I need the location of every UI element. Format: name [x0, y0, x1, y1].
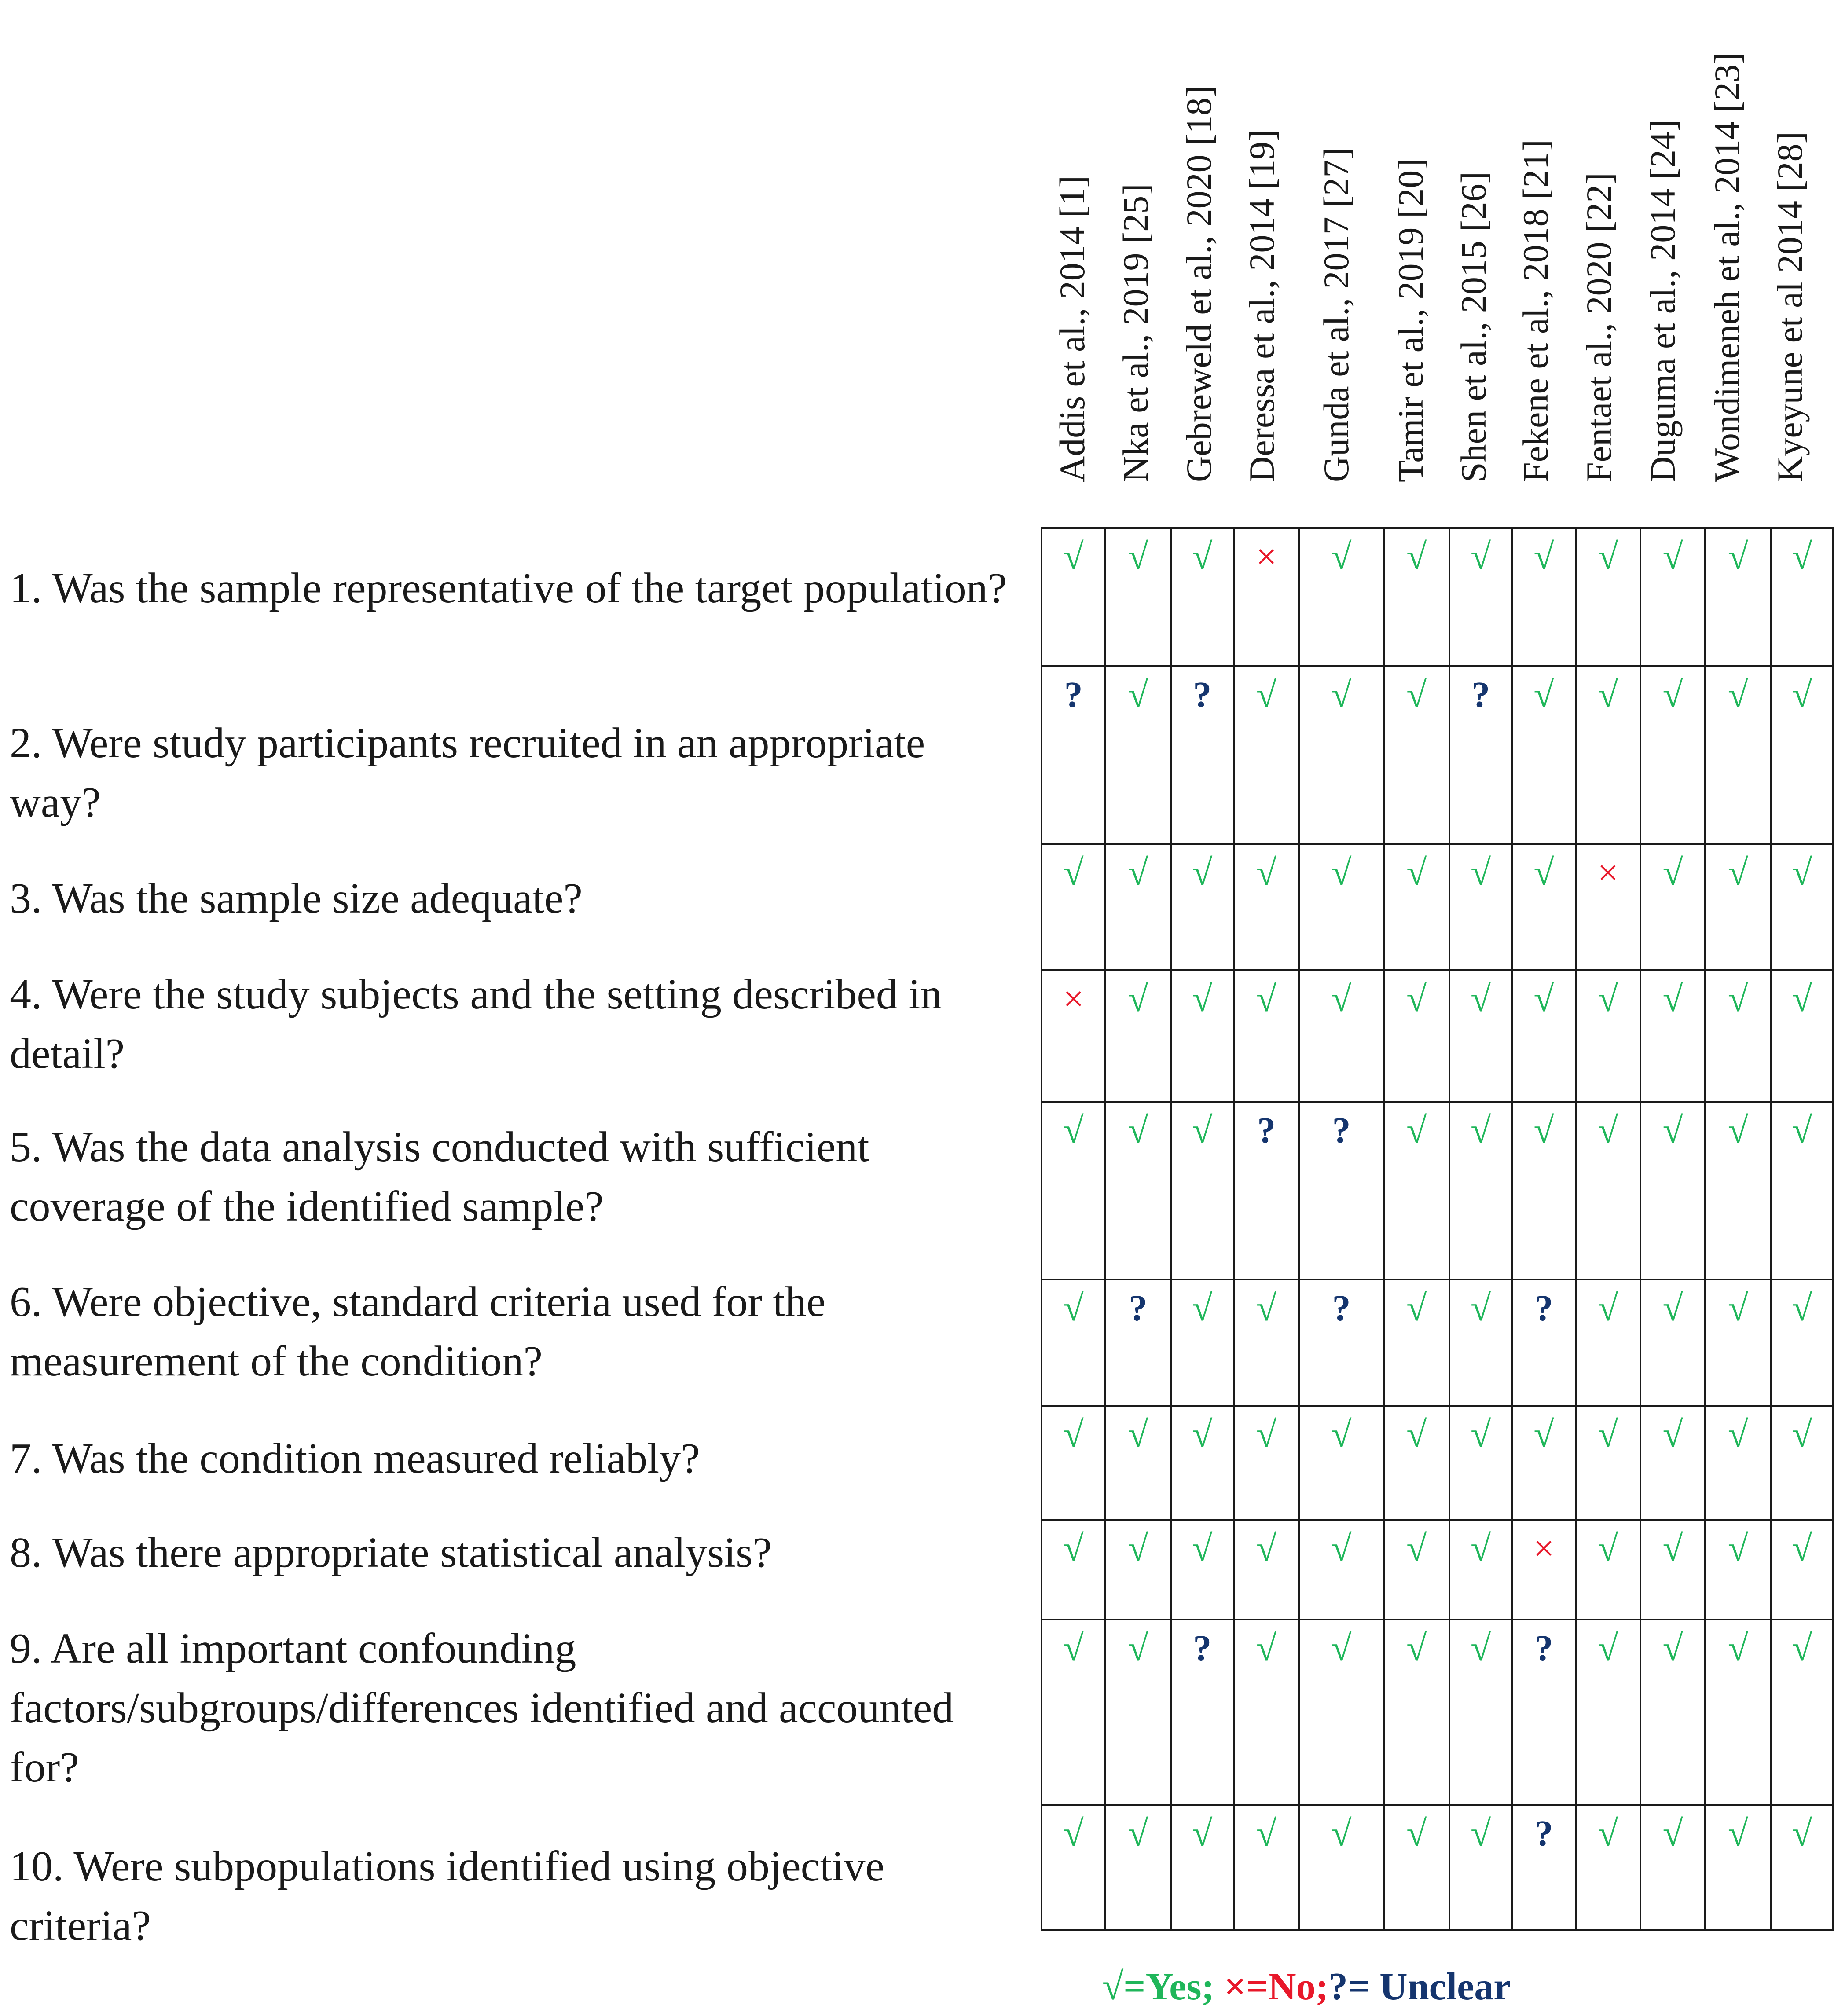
yes-mark: √	[1471, 979, 1491, 1019]
yes-mark: √	[1728, 1110, 1748, 1151]
yes-mark: √	[1728, 1288, 1748, 1329]
rating-cell	[1449, 1520, 1512, 1620]
rating-cell	[1042, 1620, 1105, 1805]
rating-cell	[1449, 528, 1512, 666]
rating-row	[1042, 528, 1833, 666]
yes-mark: √	[1256, 1414, 1277, 1455]
yes-mark: √	[1471, 536, 1491, 577]
rating-cell	[1576, 844, 1640, 970]
rating-cell	[1171, 1406, 1234, 1520]
rating-cell	[1234, 666, 1299, 844]
yes-mark: √	[1792, 1110, 1812, 1151]
unclear-mark: ?	[1534, 1288, 1553, 1329]
rating-grid	[1041, 527, 1834, 1931]
yes-mark: √	[1598, 1288, 1618, 1329]
yes-mark: √	[1662, 1414, 1683, 1455]
rating-cell	[1234, 1102, 1299, 1279]
unclear-mark: ?	[1534, 1628, 1553, 1669]
rating-cell	[1299, 1620, 1383, 1805]
rating-row	[1042, 1279, 1833, 1406]
rating-cell	[1042, 1406, 1105, 1520]
yes-mark: √	[1256, 674, 1277, 715]
rating-cell	[1512, 528, 1575, 666]
yes-mark: √	[1471, 1528, 1491, 1569]
yes-mark: √	[1256, 979, 1277, 1019]
yes-mark: √	[1331, 1414, 1352, 1455]
rating-cell	[1105, 1406, 1170, 1520]
rating-cell	[1234, 1620, 1299, 1805]
rating-cell	[1384, 1102, 1449, 1279]
rating-cell	[1042, 1279, 1105, 1406]
rating-cell	[1705, 1620, 1771, 1805]
rating-cell	[1771, 1102, 1833, 1279]
rating-cell	[1771, 1406, 1833, 1520]
rating-cell	[1771, 970, 1833, 1102]
yes-mark: √	[1192, 536, 1213, 577]
yes-mark: √	[1728, 536, 1748, 577]
yes-mark: √	[1728, 1813, 1748, 1854]
rating-cell	[1171, 528, 1234, 666]
rating-cell	[1105, 1279, 1170, 1406]
yes-mark: √	[1406, 852, 1427, 893]
study-header	[1695, 0, 1759, 523]
study-label: Addis et al., 2014 [1]	[1052, 176, 1092, 482]
yes-mark: √	[1128, 1414, 1148, 1455]
rating-cell	[1299, 666, 1383, 844]
rating-cell	[1171, 844, 1234, 970]
rating-cell	[1171, 666, 1234, 844]
yes-mark: √	[1662, 1813, 1683, 1854]
rating-cell	[1042, 1520, 1105, 1620]
yes-mark: √	[1256, 1628, 1277, 1669]
rating-cell	[1771, 1520, 1833, 1620]
rating-cell	[1705, 1520, 1771, 1620]
rating-cell	[1042, 1805, 1105, 1930]
rating-cell	[1576, 528, 1640, 666]
rating-row	[1042, 1520, 1833, 1620]
rating-cell	[1299, 1805, 1383, 1930]
unclear-mark: ?	[1064, 674, 1083, 715]
rating-cell	[1771, 666, 1833, 844]
yes-mark: √	[1471, 852, 1491, 893]
question-text: 7. Was the condition measured reliably?	[10, 1435, 700, 1482]
study-label: Duguma et al., 2014 [24]	[1642, 119, 1683, 482]
yes-mark: √	[1331, 979, 1352, 1019]
yes-mark: √	[1256, 852, 1277, 893]
rating-cell	[1576, 1805, 1640, 1930]
rating-cell	[1449, 970, 1512, 1102]
legend	[1102, 1965, 1511, 2009]
rating-cell	[1384, 1279, 1449, 1406]
rating-cell	[1105, 1520, 1170, 1620]
rating-cell	[1105, 1805, 1170, 1930]
rating-cell	[1299, 1279, 1383, 1406]
yes-mark: √	[1662, 852, 1683, 893]
rating-cell	[1576, 1279, 1640, 1406]
study-header	[1443, 0, 1504, 523]
rating-cell	[1512, 1279, 1575, 1406]
yes-mark: √	[1063, 1528, 1084, 1569]
rating-cell	[1234, 1279, 1299, 1406]
study-label: Kyeyune et al 2014 [28]	[1769, 132, 1810, 482]
yes-mark: √	[1331, 1813, 1352, 1854]
unclear-mark: ?	[1257, 1110, 1276, 1151]
unclear-mark: ?	[1332, 1288, 1351, 1329]
rating-cell	[1576, 1520, 1640, 1620]
yes-mark: √	[1331, 1628, 1352, 1669]
legend-yes: √=Yes;	[1102, 1965, 1214, 2008]
rating-cell	[1171, 1805, 1234, 1930]
yes-mark: √	[1728, 1628, 1748, 1669]
question-text: 5. Was the data analysis conducted with sufficient coverage of the identified sample?	[10, 1123, 869, 1230]
question-text: 1. Was the sample representative of the target population?	[10, 564, 1007, 612]
rating-cell	[1771, 844, 1833, 970]
yes-mark: √	[1792, 852, 1812, 893]
rating-cell	[1640, 1102, 1705, 1279]
rating-cell	[1042, 666, 1105, 844]
no-mark: ×	[1533, 1528, 1555, 1569]
rating-cell	[1234, 970, 1299, 1102]
question-text: 8. Was there appropriate statistical analysis?	[10, 1529, 772, 1576]
rating-cell	[1105, 844, 1170, 970]
study-header	[1631, 0, 1695, 523]
rating-cell	[1384, 844, 1449, 970]
rating-cell	[1042, 528, 1105, 666]
yes-mark: √	[1063, 536, 1084, 577]
rating-cell	[1234, 844, 1299, 970]
question-text: 4. Were the study subjects and the setting described in detail?	[10, 971, 942, 1078]
rating-cell	[1449, 1102, 1512, 1279]
rating-cell	[1771, 1805, 1833, 1930]
yes-mark: √	[1728, 852, 1748, 893]
yes-mark: √	[1128, 1528, 1148, 1569]
yes-mark: √	[1662, 1628, 1683, 1669]
yes-mark: √	[1598, 1414, 1618, 1455]
yes-mark: √	[1792, 1813, 1812, 1854]
rating-cell	[1105, 970, 1170, 1102]
study-header	[1567, 0, 1631, 523]
study-header	[1294, 0, 1378, 523]
yes-mark: √	[1533, 979, 1554, 1019]
no-mark: ×	[1256, 536, 1277, 577]
yes-mark: √	[1331, 852, 1352, 893]
rating-cell	[1512, 844, 1575, 970]
question-text: 9. Are all important confounding factors/subgroups/differences identified and accounted for?	[10, 1625, 954, 1791]
rating-cell	[1449, 1620, 1512, 1805]
yes-mark: √	[1331, 536, 1352, 577]
rating-cell	[1640, 1520, 1705, 1620]
question-text: 10. Were subpopulations identified using objective criteria?	[10, 1843, 885, 1950]
rating-row	[1042, 970, 1833, 1102]
rating-cell	[1384, 528, 1449, 666]
study-label: Tamir et al., 2019 [20]	[1390, 158, 1431, 482]
yes-mark: √	[1792, 1288, 1812, 1329]
rating-cell	[1640, 970, 1705, 1102]
yes-mark: √	[1192, 1288, 1213, 1329]
study-header	[1378, 0, 1443, 523]
rating-cell	[1449, 1406, 1512, 1520]
yes-mark: √	[1598, 536, 1618, 577]
yes-mark: √	[1662, 674, 1683, 715]
rating-cell	[1171, 1520, 1234, 1620]
rating-cell	[1512, 666, 1575, 844]
yes-mark: √	[1406, 1110, 1427, 1151]
question-text: 2. Were study participants recruited in an appropriate way?	[10, 719, 925, 826]
rating-cell	[1042, 844, 1105, 970]
yes-mark: √	[1406, 1813, 1427, 1854]
rating-cell	[1640, 1406, 1705, 1520]
rating-cell	[1771, 1620, 1833, 1805]
legend-unclear: ?= Unclear	[1328, 1965, 1511, 2008]
rating-cell	[1576, 1102, 1640, 1279]
yes-mark: √	[1662, 1110, 1683, 1151]
rating-cell	[1234, 1406, 1299, 1520]
study-label: Gunda et al., 2017 [27]	[1316, 147, 1356, 482]
yes-mark: √	[1728, 674, 1748, 715]
rating-cell	[1705, 528, 1771, 666]
rating-cell	[1449, 1805, 1512, 1930]
rating-row	[1042, 666, 1833, 844]
rating-cell	[1171, 1620, 1234, 1805]
yes-mark: √	[1662, 1288, 1683, 1329]
yes-mark: √	[1128, 1110, 1148, 1151]
rating-cell	[1105, 1102, 1170, 1279]
rating-cell	[1512, 1520, 1575, 1620]
yes-mark: √	[1128, 674, 1148, 715]
rating-cell	[1105, 1620, 1170, 1805]
yes-mark: √	[1598, 674, 1618, 715]
yes-mark: √	[1728, 1414, 1748, 1455]
rating-cell	[1705, 666, 1771, 844]
yes-mark: √	[1598, 1110, 1618, 1151]
yes-mark: √	[1256, 1528, 1277, 1569]
yes-mark: √	[1256, 1288, 1277, 1329]
rating-cell	[1449, 666, 1512, 844]
yes-mark: √	[1063, 1414, 1084, 1455]
study-header	[1104, 0, 1168, 523]
yes-mark: √	[1406, 1528, 1427, 1569]
yes-mark: √	[1192, 1528, 1213, 1569]
rating-cell	[1234, 1520, 1299, 1620]
rating-cell	[1042, 970, 1105, 1102]
study-header	[1168, 0, 1230, 523]
yes-mark: √	[1063, 1628, 1084, 1669]
rating-row	[1042, 1805, 1833, 1930]
question-text: 3. Was the sample size adequate?	[10, 875, 583, 922]
rating-cell	[1384, 970, 1449, 1102]
yes-mark: √	[1471, 1813, 1491, 1854]
study-label: Nka et al., 2019 [25]	[1115, 183, 1155, 482]
yes-mark: √	[1406, 1628, 1427, 1669]
study-label: Fentaet al., 2020 [22]	[1578, 172, 1619, 482]
unclear-mark: ?	[1534, 1813, 1553, 1854]
yes-mark: √	[1598, 979, 1618, 1019]
study-label: Fekene et al., 2018 [21]	[1515, 139, 1555, 482]
yes-mark: √	[1662, 979, 1683, 1019]
yes-mark: √	[1533, 1414, 1554, 1455]
yes-mark: √	[1533, 536, 1554, 577]
rating-row	[1042, 1406, 1833, 1520]
yes-mark: √	[1406, 979, 1427, 1019]
yes-mark: √	[1533, 674, 1554, 715]
rating-cell	[1299, 1102, 1383, 1279]
rating-cell	[1512, 1805, 1575, 1930]
yes-mark: √	[1192, 1110, 1213, 1151]
rating-cell	[1299, 528, 1383, 666]
rating-cell	[1105, 528, 1170, 666]
rating-cell	[1384, 1620, 1449, 1805]
no-mark: ×	[1597, 852, 1619, 893]
yes-mark: √	[1331, 674, 1352, 715]
rating-cell	[1234, 528, 1299, 666]
rating-cell	[1234, 1805, 1299, 1930]
yes-mark: √	[1063, 852, 1084, 893]
rating-cell	[1449, 1279, 1512, 1406]
rating-cell	[1105, 666, 1170, 844]
rating-cell	[1705, 1279, 1771, 1406]
rating-cell	[1512, 1406, 1575, 1520]
rating-cell	[1512, 970, 1575, 1102]
rating-cell	[1576, 666, 1640, 844]
yes-mark: √	[1792, 1628, 1812, 1669]
yes-mark: √	[1662, 536, 1683, 577]
study-label: Gebreweld et al., 2020 [18]	[1178, 85, 1219, 482]
yes-mark: √	[1128, 1813, 1148, 1854]
rating-cell	[1705, 970, 1771, 1102]
rating-cell	[1171, 1279, 1234, 1406]
yes-mark: √	[1471, 1110, 1491, 1151]
rating-cell	[1705, 1805, 1771, 1930]
yes-mark: √	[1662, 1528, 1683, 1569]
rating-cell	[1042, 1102, 1105, 1279]
yes-mark: √	[1792, 674, 1812, 715]
rating-cell	[1640, 528, 1705, 666]
yes-mark: √	[1192, 1414, 1213, 1455]
rating-cell	[1299, 1406, 1383, 1520]
yes-mark: √	[1471, 1288, 1491, 1329]
yes-mark: √	[1792, 1414, 1812, 1455]
yes-mark: √	[1728, 979, 1748, 1019]
yes-mark: √	[1192, 979, 1213, 1019]
rating-cell	[1299, 844, 1383, 970]
unclear-mark: ?	[1193, 674, 1212, 715]
no-mark: ×	[1063, 979, 1084, 1019]
rating-cell	[1771, 1279, 1833, 1406]
unclear-mark: ?	[1332, 1110, 1351, 1151]
yes-mark: √	[1128, 536, 1148, 577]
rating-cell	[1384, 1520, 1449, 1620]
yes-mark: √	[1063, 1110, 1084, 1151]
yes-mark: √	[1471, 1628, 1491, 1669]
rating-cell	[1512, 1620, 1575, 1805]
rating-cell	[1640, 844, 1705, 970]
study-label: Deressa et al., 2014 [19]	[1242, 129, 1282, 482]
study-header	[1759, 0, 1820, 523]
yes-mark: √	[1792, 979, 1812, 1019]
rating-cell	[1576, 970, 1640, 1102]
yes-mark: √	[1792, 536, 1812, 577]
yes-mark: √	[1331, 1528, 1352, 1569]
rating-cell	[1576, 1620, 1640, 1805]
study-label: Shen et al., 2015 [26]	[1453, 172, 1493, 482]
yes-mark: √	[1533, 1110, 1554, 1151]
rating-cell	[1640, 666, 1705, 844]
yes-mark: √	[1406, 1288, 1427, 1329]
study-header	[1230, 0, 1294, 523]
yes-mark: √	[1598, 1528, 1618, 1569]
rating-row	[1042, 1102, 1833, 1279]
rating-row	[1042, 844, 1833, 970]
rating-cell	[1299, 1520, 1383, 1620]
question-text: 6. Were objective, standard criteria used for the measurement of the condition?	[10, 1278, 826, 1385]
rating-cell	[1705, 1102, 1771, 1279]
yes-mark: √	[1192, 1813, 1213, 1854]
yes-mark: √	[1533, 852, 1554, 893]
unclear-mark: ?	[1193, 1628, 1212, 1669]
yes-mark: √	[1128, 979, 1148, 1019]
rating-cell	[1384, 1406, 1449, 1520]
yes-mark: √	[1728, 1528, 1748, 1569]
yes-mark: √	[1406, 1414, 1427, 1455]
rating-cell	[1384, 666, 1449, 844]
rating-cell	[1171, 1102, 1234, 1279]
yes-mark: √	[1128, 1628, 1148, 1669]
rating-cell	[1576, 1406, 1640, 1520]
rating-cell	[1705, 844, 1771, 970]
yes-mark: √	[1063, 1813, 1084, 1854]
yes-mark: √	[1471, 1414, 1491, 1455]
yes-mark: √	[1598, 1628, 1618, 1669]
rating-cell	[1640, 1620, 1705, 1805]
rating-cell	[1771, 528, 1833, 666]
rating-cell	[1299, 970, 1383, 1102]
yes-mark: √	[1406, 536, 1427, 577]
legend-no: ×=No;	[1214, 1965, 1329, 2008]
yes-mark: √	[1192, 852, 1213, 893]
rating-cell	[1705, 1406, 1771, 1520]
rating-row	[1042, 1620, 1833, 1805]
rating-cell	[1640, 1805, 1705, 1930]
study-header	[1504, 0, 1567, 523]
yes-mark: √	[1128, 852, 1148, 893]
rating-cell	[1171, 970, 1234, 1102]
rating-cell	[1512, 1102, 1575, 1279]
yes-mark: √	[1256, 1813, 1277, 1854]
rating-cell	[1640, 1279, 1705, 1406]
study-label: Wondimeneh et al., 2014 [23]	[1706, 52, 1747, 482]
yes-mark: √	[1406, 674, 1427, 715]
rating-cell	[1384, 1805, 1449, 1930]
rating-cell	[1449, 844, 1512, 970]
unclear-mark: ?	[1129, 1288, 1148, 1329]
yes-mark: √	[1792, 1528, 1812, 1569]
yes-mark: √	[1063, 1288, 1084, 1329]
yes-mark: √	[1598, 1813, 1618, 1854]
unclear-mark: ?	[1471, 674, 1490, 715]
study-header	[1041, 0, 1104, 523]
